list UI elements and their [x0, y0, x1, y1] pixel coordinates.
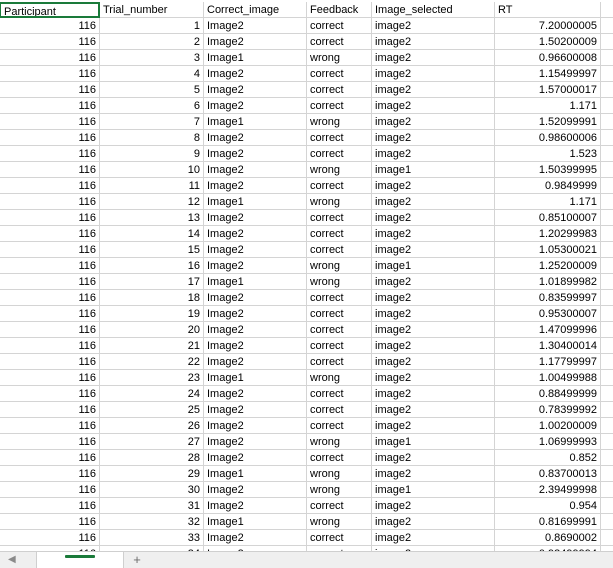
active-tab-indicator	[65, 555, 95, 558]
cell-feedback[interactable]: wrong	[307, 194, 372, 210]
table-row	[0, 242, 613, 258]
cell-rt[interactable]: 1.01899982	[495, 274, 601, 290]
cell-feedback[interactable]: correct	[307, 18, 372, 34]
cell-correct-image[interactable]: Image2	[204, 418, 307, 434]
cell-trial-number[interactable]: 24	[100, 386, 204, 402]
cell-feedback[interactable]: wrong	[307, 514, 372, 530]
table-row	[0, 258, 613, 274]
cell-trial-number[interactable]: 14	[100, 226, 204, 242]
cell-correct-image[interactable]: Image2	[204, 18, 307, 34]
cell-trial-number[interactable]: 10	[100, 162, 204, 178]
table-row	[0, 498, 613, 514]
cell-rt[interactable]: 1.50399995	[495, 162, 601, 178]
cell-trial-number[interactable]: 23	[100, 370, 204, 386]
cell-feedback[interactable]: correct	[307, 418, 372, 434]
cell-correct-image[interactable]: Image1	[204, 50, 307, 66]
cell-trial-number[interactable]: 19	[100, 306, 204, 322]
table-row	[0, 226, 613, 242]
cell-participant[interactable]: 116	[0, 402, 100, 418]
cell-image-selected[interactable]: image2	[372, 242, 495, 258]
empty-cell[interactable]	[601, 498, 613, 514]
plus-icon[interactable]: +	[133, 552, 141, 567]
table-row	[0, 146, 613, 162]
cell-trial-number[interactable]: 17	[100, 274, 204, 290]
cell-feedback[interactable]: correct	[307, 322, 372, 338]
cell-feedback[interactable]: wrong	[307, 482, 372, 498]
cell-trial-number[interactable]: 15	[100, 242, 204, 258]
cell-rt[interactable]: 1.00200009	[495, 418, 601, 434]
cell-participant[interactable]: 116	[0, 386, 100, 402]
table-row	[0, 98, 613, 114]
empty-cell[interactable]	[601, 194, 613, 210]
cell-trial-number[interactable]: 29	[100, 466, 204, 482]
cell-rt[interactable]: 0.88499999	[495, 386, 601, 402]
cell-participant[interactable]: 116	[0, 114, 100, 130]
cell-trial-number[interactable]: 6	[100, 98, 204, 114]
cell-rt[interactable]: 0.954	[495, 498, 601, 514]
cell-rt[interactable]: 0.81699991	[495, 514, 601, 530]
table-row	[0, 338, 613, 354]
cell-image-selected[interactable]: image2	[372, 146, 495, 162]
cell-correct-image[interactable]: Image2	[204, 338, 307, 354]
cell-participant[interactable]: 116	[0, 274, 100, 290]
empty-cell[interactable]	[601, 514, 613, 530]
empty-cell[interactable]	[601, 258, 613, 274]
cell-feedback[interactable]: correct	[307, 306, 372, 322]
cell-correct-image[interactable]: Image2	[204, 98, 307, 114]
cell-trial-number[interactable]: 31	[100, 498, 204, 514]
cell-rt[interactable]: 1.30400014	[495, 338, 601, 354]
column-header-rt[interactable]: RT	[495, 2, 601, 18]
cell-image-selected[interactable]: image2	[372, 226, 495, 242]
cell-participant[interactable]: 116	[0, 98, 100, 114]
cell-participant[interactable]: 116	[0, 338, 100, 354]
cell-rt[interactable]: 1.05300021	[495, 242, 601, 258]
column-header-participant[interactable]: Participant	[0, 2, 100, 18]
cell-trial-number[interactable]: 27	[100, 434, 204, 450]
cell-rt[interactable]: 1.171	[495, 98, 601, 114]
cell-correct-image[interactable]: Image1	[204, 194, 307, 210]
cell-correct-image[interactable]: Image2	[204, 322, 307, 338]
table-row	[0, 50, 613, 66]
cell-rt[interactable]: 7.20000005	[495, 18, 601, 34]
cell-correct-image[interactable]: Image2	[204, 498, 307, 514]
cell-trial-number[interactable]: 21	[100, 338, 204, 354]
cell-participant[interactable]: 116	[0, 418, 100, 434]
cell-trial-number[interactable]: 7	[100, 114, 204, 130]
cell-participant[interactable]: 116	[0, 146, 100, 162]
empty-cell[interactable]	[601, 242, 613, 258]
cell-image-selected[interactable]: image2	[372, 338, 495, 354]
table-row	[0, 514, 613, 530]
empty-cell[interactable]	[601, 130, 613, 146]
table-row	[0, 354, 613, 370]
cell-trial-number[interactable]: 26	[100, 418, 204, 434]
cell-image-selected[interactable]: image2	[372, 98, 495, 114]
cell-feedback[interactable]: correct	[307, 242, 372, 258]
cell-feedback[interactable]: correct	[307, 66, 372, 82]
table-row	[0, 322, 613, 338]
cell-participant[interactable]: 116	[0, 530, 100, 546]
empty-cell[interactable]	[601, 82, 613, 98]
cell-correct-image[interactable]: Image2	[204, 242, 307, 258]
cell-correct-image[interactable]: Image1	[204, 114, 307, 130]
cell-trial-number[interactable]: 1	[100, 18, 204, 34]
cell-image-selected[interactable]: image2	[372, 34, 495, 50]
table-row	[0, 386, 613, 402]
cell-feedback[interactable]: correct	[307, 130, 372, 146]
cell-participant[interactable]: 116	[0, 82, 100, 98]
empty-cell[interactable]	[601, 290, 613, 306]
table-row	[0, 66, 613, 82]
cell-image-selected[interactable]: image2	[372, 450, 495, 466]
cell-correct-image[interactable]: Image2	[204, 178, 307, 194]
empty-cell[interactable]	[601, 466, 613, 482]
cell-feedback[interactable]: correct	[307, 290, 372, 306]
cell-image-selected[interactable]: image2	[372, 178, 495, 194]
empty-cell[interactable]	[601, 482, 613, 498]
cell-image-selected[interactable]: image1	[372, 482, 495, 498]
empty-cell[interactable]	[601, 306, 613, 322]
cell-rt[interactable]: 2.39499998	[495, 482, 601, 498]
cell-trial-number[interactable]: 4	[100, 66, 204, 82]
cell-image-selected[interactable]: image2	[372, 498, 495, 514]
column-header-image-selected[interactable]: Image_selected	[372, 2, 495, 18]
cell-feedback[interactable]: wrong	[307, 434, 372, 450]
table-row	[0, 210, 613, 226]
cell-trial-number[interactable]: 16	[100, 258, 204, 274]
cell-participant[interactable]: 116	[0, 514, 100, 530]
cell-feedback[interactable]: correct	[307, 226, 372, 242]
chevron-left-icon[interactable]: ◀	[8, 554, 16, 565]
cell-rt[interactable]: 0.95300007	[495, 306, 601, 322]
empty-cell[interactable]	[601, 274, 613, 290]
cell-feedback[interactable]: correct	[307, 146, 372, 162]
cell-participant[interactable]: 116	[0, 482, 100, 498]
table-row	[0, 402, 613, 418]
cell-correct-image[interactable]: Image2	[204, 34, 307, 50]
empty-cell[interactable]	[601, 114, 613, 130]
table-row	[0, 530, 613, 546]
cell-rt[interactable]: 1.171	[495, 194, 601, 210]
cell-rt[interactable]: 1.17799997	[495, 354, 601, 370]
cell-trial-number[interactable]: 9	[100, 146, 204, 162]
table-row	[0, 114, 613, 130]
cell-correct-image[interactable]: Image1	[204, 370, 307, 386]
cell-image-selected[interactable]: image2	[372, 466, 495, 482]
cell-participant[interactable]: 116	[0, 162, 100, 178]
column-header-correct-image[interactable]: Correct_image	[204, 2, 307, 18]
cell-rt[interactable]: 1.06999993	[495, 434, 601, 450]
cell-rt[interactable]: 0.85100007	[495, 210, 601, 226]
empty-cell[interactable]	[601, 322, 613, 338]
empty-cell[interactable]	[601, 434, 613, 450]
cell-participant[interactable]: 116	[0, 50, 100, 66]
cell-participant[interactable]: 116	[0, 322, 100, 338]
cell-correct-image[interactable]: Image2	[204, 82, 307, 98]
cell-trial-number[interactable]: 5	[100, 82, 204, 98]
cell-image-selected[interactable]: image2	[372, 354, 495, 370]
table-row	[0, 194, 613, 210]
empty-cell[interactable]	[601, 402, 613, 418]
cell-rt[interactable]: 1.15499997	[495, 66, 601, 82]
cell-participant[interactable]: 116	[0, 466, 100, 482]
cell-correct-image[interactable]: Image2	[204, 402, 307, 418]
cell-participant[interactable]: 116	[0, 194, 100, 210]
cell-rt[interactable]: 0.83599997	[495, 290, 601, 306]
empty-cell[interactable]	[601, 338, 613, 354]
cell-trial-number[interactable]: 8	[100, 130, 204, 146]
cell-rt[interactable]: 0.78399992	[495, 402, 601, 418]
cell-image-selected[interactable]: image2	[372, 370, 495, 386]
empty-cell[interactable]	[601, 2, 613, 18]
cell-trial-number[interactable]: 28	[100, 450, 204, 466]
cell-participant[interactable]: 116	[0, 130, 100, 146]
cell-correct-image[interactable]: Image1	[204, 466, 307, 482]
cell-correct-image[interactable]: Image2	[204, 530, 307, 546]
cell-rt[interactable]: 0.96600008	[495, 50, 601, 66]
cell-participant[interactable]: 116	[0, 450, 100, 466]
cell-correct-image[interactable]: Image2	[204, 210, 307, 226]
header-row	[0, 2, 613, 18]
cell-correct-image[interactable]: Image2	[204, 386, 307, 402]
cell-trial-number[interactable]: 3	[100, 50, 204, 66]
cell-image-selected[interactable]: image2	[372, 210, 495, 226]
table-row	[0, 18, 613, 34]
cell-participant[interactable]: 116	[0, 258, 100, 274]
cell-trial-number[interactable]: 25	[100, 402, 204, 418]
empty-cell[interactable]	[601, 34, 613, 50]
cell-correct-image[interactable]: Image1	[204, 514, 307, 530]
table-row	[0, 290, 613, 306]
cell-correct-image[interactable]: Image2	[204, 290, 307, 306]
cell-rt[interactable]: 0.9849999	[495, 178, 601, 194]
cell-rt[interactable]: 0.852	[495, 450, 601, 466]
cell-trial-number[interactable]: 18	[100, 290, 204, 306]
cell-feedback[interactable]: wrong	[307, 274, 372, 290]
cell-trial-number[interactable]: 30	[100, 482, 204, 498]
cell-feedback[interactable]: wrong	[307, 258, 372, 274]
empty-cell[interactable]	[601, 50, 613, 66]
cell-correct-image[interactable]: Image2	[204, 130, 307, 146]
cell-correct-image[interactable]: Image2	[204, 354, 307, 370]
table-row	[0, 82, 613, 98]
cell-image-selected[interactable]: image2	[372, 130, 495, 146]
cell-participant[interactable]: 116	[0, 178, 100, 194]
cell-image-selected[interactable]: image2	[372, 82, 495, 98]
empty-cell[interactable]	[601, 354, 613, 370]
table-row	[0, 466, 613, 482]
cell-trial-number[interactable]: 13	[100, 210, 204, 226]
cell-rt[interactable]: 0.98600006	[495, 130, 601, 146]
cell-rt[interactable]: 1.57000017	[495, 82, 601, 98]
empty-cell[interactable]	[601, 162, 613, 178]
cell-feedback[interactable]: wrong	[307, 466, 372, 482]
cell-feedback[interactable]: wrong	[307, 50, 372, 66]
cell-participant[interactable]: 116	[0, 66, 100, 82]
cell-correct-image[interactable]: Image2	[204, 162, 307, 178]
empty-cell[interactable]	[601, 450, 613, 466]
cell-participant[interactable]: 116	[0, 434, 100, 450]
table-row	[0, 130, 613, 146]
cell-feedback[interactable]: correct	[307, 386, 372, 402]
cell-participant[interactable]: 116	[0, 34, 100, 50]
cell-participant[interactable]: 116	[0, 370, 100, 386]
sheet-tab-bar	[0, 551, 613, 568]
cell-feedback[interactable]: correct	[307, 210, 372, 226]
cell-trial-number[interactable]: 12	[100, 194, 204, 210]
cell-image-selected[interactable]: image2	[372, 402, 495, 418]
cell-rt[interactable]: 0.83700013	[495, 466, 601, 482]
cell-participant[interactable]: 116	[0, 242, 100, 258]
cell-feedback[interactable]: correct	[307, 338, 372, 354]
sheet-tab[interactable]	[36, 552, 124, 568]
empty-cell[interactable]	[601, 226, 613, 242]
cell-correct-image[interactable]: Image2	[204, 258, 307, 274]
cell-rt[interactable]: 1.20299983	[495, 226, 601, 242]
cell-rt[interactable]: 1.47099996	[495, 322, 601, 338]
table-row	[0, 34, 613, 50]
table-row	[0, 482, 613, 498]
cell-feedback[interactable]: correct	[307, 450, 372, 466]
table-row	[0, 274, 613, 290]
cell-image-selected[interactable]: image2	[372, 322, 495, 338]
cell-rt[interactable]: 1.00499988	[495, 370, 601, 386]
cell-correct-image[interactable]: Image2	[204, 146, 307, 162]
cell-feedback[interactable]: correct	[307, 82, 372, 98]
cell-participant[interactable]: 116	[0, 226, 100, 242]
cell-correct-image[interactable]: Image2	[204, 226, 307, 242]
cell-feedback[interactable]: wrong	[307, 114, 372, 130]
empty-cell[interactable]	[601, 98, 613, 114]
cell-image-selected[interactable]: image2	[372, 418, 495, 434]
empty-cell[interactable]	[601, 370, 613, 386]
cell-image-selected[interactable]: image2	[372, 386, 495, 402]
cell-image-selected[interactable]: image2	[372, 514, 495, 530]
cell-correct-image[interactable]: Image2	[204, 434, 307, 450]
table-row	[0, 370, 613, 386]
cell-image-selected[interactable]: image1	[372, 434, 495, 450]
cell-feedback[interactable]: correct	[307, 354, 372, 370]
cell-correct-image[interactable]: Image2	[204, 306, 307, 322]
cell-image-selected[interactable]: image2	[372, 50, 495, 66]
cell-feedback[interactable]: correct	[307, 530, 372, 546]
cell-feedback[interactable]: wrong	[307, 370, 372, 386]
table-row	[0, 162, 613, 178]
cell-trial-number[interactable]: 32	[100, 514, 204, 530]
cell-participant[interactable]: 116	[0, 290, 100, 306]
cell-correct-image[interactable]: Image1	[204, 274, 307, 290]
table-row	[0, 450, 613, 466]
empty-cell[interactable]	[601, 386, 613, 402]
table-row	[0, 434, 613, 450]
empty-cell[interactable]	[601, 530, 613, 546]
cell-rt[interactable]: 1.523	[495, 146, 601, 162]
empty-cell[interactable]	[601, 18, 613, 34]
cell-participant[interactable]: 116	[0, 18, 100, 34]
cell-image-selected[interactable]: image2	[372, 114, 495, 130]
cell-feedback[interactable]: correct	[307, 498, 372, 514]
cell-image-selected[interactable]: image1	[372, 162, 495, 178]
cell-trial-number[interactable]: 11	[100, 178, 204, 194]
cell-feedback[interactable]: wrong	[307, 162, 372, 178]
cell-trial-number[interactable]: 2	[100, 34, 204, 50]
cell-feedback[interactable]: correct	[307, 178, 372, 194]
cell-trial-number[interactable]: 22	[100, 354, 204, 370]
cell-correct-image[interactable]: Image2	[204, 66, 307, 82]
cell-rt[interactable]: 1.50200009	[495, 34, 601, 50]
cell-image-selected[interactable]: image2	[372, 290, 495, 306]
cell-trial-number[interactable]: 33	[100, 530, 204, 546]
cell-rt[interactable]: 1.52099991	[495, 114, 601, 130]
cell-image-selected[interactable]: image1	[372, 258, 495, 274]
empty-cell[interactable]	[601, 178, 613, 194]
column-header-trial-number[interactable]: Trial_number	[100, 2, 204, 18]
column-header-feedback[interactable]: Feedback	[307, 2, 372, 18]
empty-cell[interactable]	[601, 146, 613, 162]
cell-correct-image[interactable]: Image2	[204, 482, 307, 498]
cell-image-selected[interactable]: image2	[372, 530, 495, 546]
cell-image-selected[interactable]: image2	[372, 306, 495, 322]
empty-cell[interactable]	[601, 418, 613, 434]
cell-participant[interactable]: 116	[0, 306, 100, 322]
table-row	[0, 418, 613, 434]
cell-image-selected[interactable]: image2	[372, 66, 495, 82]
cell-image-selected[interactable]: image2	[372, 274, 495, 290]
empty-cell[interactable]	[601, 66, 613, 82]
cell-participant[interactable]: 116	[0, 498, 100, 514]
table-row	[0, 306, 613, 322]
cell-feedback[interactable]: correct	[307, 98, 372, 114]
cell-feedback[interactable]: correct	[307, 34, 372, 50]
cell-image-selected[interactable]: image2	[372, 194, 495, 210]
cell-image-selected[interactable]: image2	[372, 18, 495, 34]
cell-rt[interactable]: 1.25200009	[495, 258, 601, 274]
cell-participant[interactable]: 116	[0, 210, 100, 226]
cell-participant[interactable]: 116	[0, 354, 100, 370]
empty-cell[interactable]	[601, 210, 613, 226]
cell-feedback[interactable]: correct	[307, 402, 372, 418]
cell-correct-image[interactable]: Image2	[204, 450, 307, 466]
cell-rt[interactable]: 0.8690002	[495, 530, 601, 546]
cell-trial-number[interactable]: 20	[100, 322, 204, 338]
table-row	[0, 178, 613, 194]
